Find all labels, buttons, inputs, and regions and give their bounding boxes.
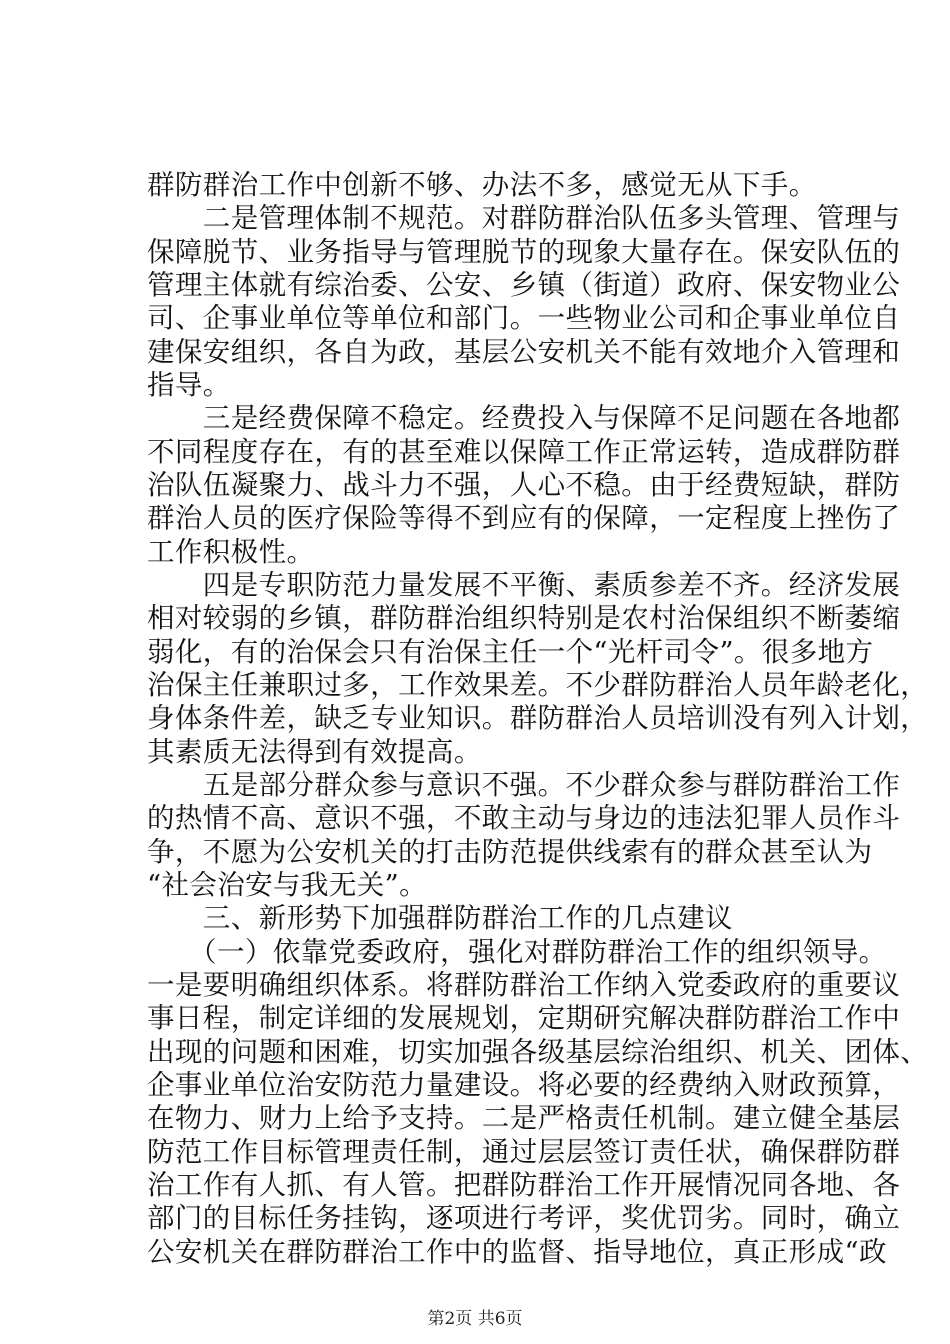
text-line: 不同程度存在，有的甚至难以保障工作正常运转，造成群防群 <box>147 436 901 468</box>
section-heading: 三、新形势下加强群防群治工作的几点建议 <box>147 902 733 934</box>
text-line: 在物力、财力上给予支持。二是严格责任机制。建立健全基层 <box>147 1102 901 1134</box>
text-line: 的热情不高、意识不强，不敢主动与身边的违法犯罪人员作斗 <box>147 802 901 834</box>
text-line: 群治人员的医疗保险等得不到应有的保障，一定程度上挫伤了 <box>147 502 901 534</box>
text-line: 争，不愿为公安机关的打击防范提供线索有的群众甚至认为 <box>147 836 873 868</box>
text-line: 事日程，制定详细的发展规划，定期研究解决群防群治工作中 <box>147 1002 901 1034</box>
text-line: 治保主任兼职过多，工作效果差。不少群防群治人员年龄老化， <box>147 669 929 701</box>
text-line: 指导。 <box>147 369 231 401</box>
text-line: 身体条件差，缺乏专业知识。群防群治人员培训没有列入计划， <box>147 702 929 734</box>
text-line: 二是管理体制不规范。对群防群治队伍多头管理、管理与 <box>147 202 901 234</box>
text-line: 弱化，有的治保会只有治保主任一个“光杆司令”。很多地方 <box>147 636 874 668</box>
text-line: 群防群治工作中创新不够、办法不多，感觉无从下手。 <box>147 169 817 201</box>
text-line: 保障脱节、业务指导与管理脱节的现象大量存在。保安队伍的 <box>147 236 901 268</box>
text-line: 治工作有人抓、有人管。把群防群治工作开展情况同各地、各 <box>147 1169 901 1201</box>
text-line: 三是经费保障不稳定。经费投入与保障不足问题在各地都 <box>147 402 901 434</box>
text-line: 防范工作目标管理责任制，通过层层签订责任状，确保群防群 <box>147 1136 901 1168</box>
subsection-heading: （一）依靠党委政府，强化对群防群治工作的组织领导。 <box>147 936 887 968</box>
text-line: 工作积极性。 <box>147 536 315 568</box>
text-line: 治队伍凝聚力、战斗力不强，人心不稳。由于经费短缺，群防 <box>147 469 901 501</box>
page-number-footer: 第2页 共6页 <box>427 1309 523 1329</box>
text-line: 相对较弱的乡镇，群防群治组织特别是农村治保组织不断萎缩 <box>147 602 901 634</box>
text-line: 其素质无法得到有效提高。 <box>147 736 482 768</box>
text-line: 建保安组织，各自为政，基层公安机关不能有效地介入管理和 <box>147 336 901 368</box>
text-line: “社会治安与我无关”。 <box>147 869 428 901</box>
text-line: 五是部分群众参与意识不强。不少群众参与群防群治工作 <box>147 769 901 801</box>
text-line: 公安机关在群防群治工作中的监督、指导地位，真正形成“政 <box>147 1236 887 1268</box>
text-line: 出现的问题和困难，切实加强各级基层综治组织、机关、团体、 <box>147 1036 929 1068</box>
text-line: 四是专职防范力量发展不平衡、素质参差不齐。经济发展 <box>147 569 901 601</box>
text-line: 一是要明确组织体系。将群防群治工作纳入党委政府的重要议 <box>147 969 901 1001</box>
text-line: 部门的目标任务挂钩，逐项进行考评，奖优罚劣。同时，确立 <box>147 1202 901 1234</box>
text-line: 企事业单位治安防范力量建设。将必要的经费纳入财政预算， <box>147 1069 901 1101</box>
text-line: 管理主体就有综治委、公安、乡镇（街道）政府、保安物业公 <box>147 269 901 301</box>
text-line: 司、企事业单位等单位和部门。一些物业公司和企事业单位自 <box>147 302 901 334</box>
